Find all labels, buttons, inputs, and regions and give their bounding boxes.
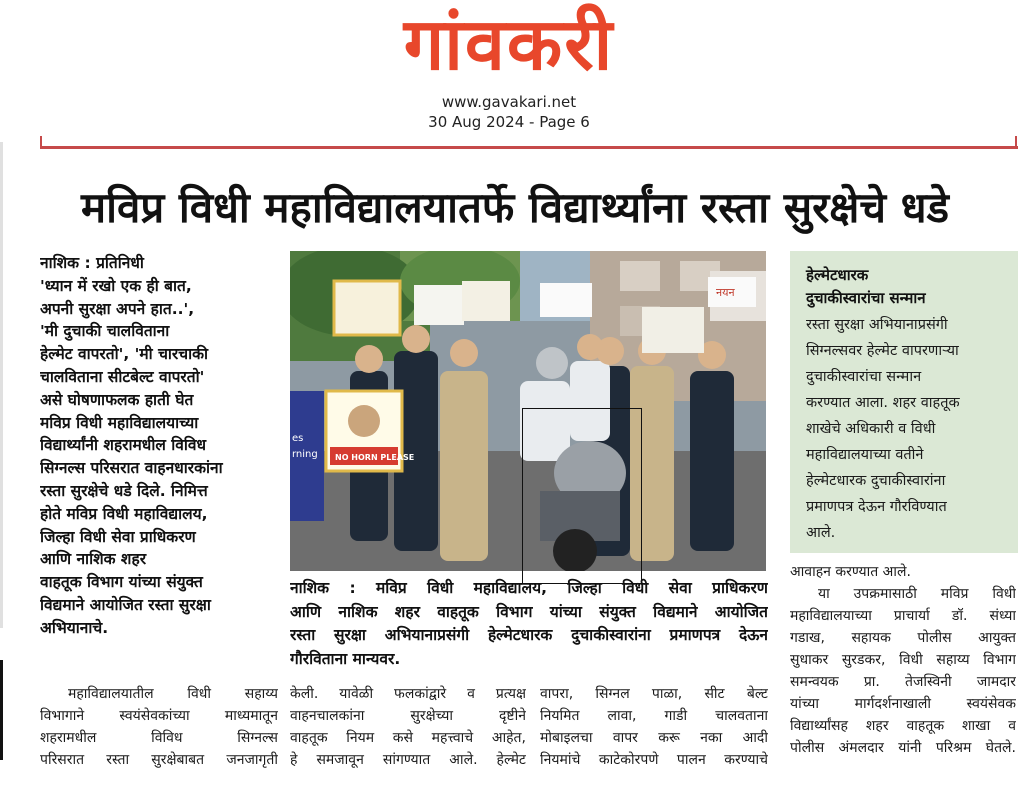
body-line: नियमांचे काटेकोरपणे पालन करण्याचे (540, 752, 768, 768)
sidebox-title (806, 264, 1014, 310)
caption-line: रस्ता सुरक्षा अभियानाप्रसंगी हेल्मेटधारक दुचाकीस्वारांना प्रमाणपत्र देऊन (290, 626, 768, 644)
photo-side-banner-text: es (292, 433, 304, 444)
lead-line: रस्ता सुरक्षेचे धडे दिले. निमित्त (40, 481, 208, 500)
body-line: महाविद्यालयातील विधी सहाय्य (68, 686, 278, 702)
body-line: वापरा, सिग्नल पाळा, सीट बेल्ट (540, 686, 768, 702)
body-line: वाहतूक नियम कसे महत्त्वाचे आहेत, (290, 730, 526, 746)
body-line: शहरामधील विविध सिग्नल्स (40, 730, 278, 746)
lead-line: मविप्र विधी महाविद्यालयाच्या (40, 413, 199, 432)
masthead-rule-right-tick (1015, 136, 1017, 148)
sidebox-title-line: हेल्मेटधारक (806, 266, 869, 284)
sidebox-line: रस्ता सुरक्षा अभियानाप्रसंगी (806, 317, 948, 333)
body-line: समन्वयक प्रा. तेजस्विनी जामदार (790, 674, 1016, 690)
body-line: वाहनचालकांना सुरक्षेच्या दृष्टीने (290, 708, 526, 724)
photo-placard-text: NO HORN PLEASE (335, 453, 415, 462)
page-edge-shade (0, 142, 3, 628)
body-line: विभागाने स्वयंसेवकांच्या माध्यमातून (40, 708, 278, 724)
caption-line: गौरविताना मान्यवर. (290, 649, 401, 668)
caption-line: नाशिक : मविप्र विधी महाविद्यालय, जिल्हा विधी सेवा प्राधिकरण (290, 579, 768, 597)
sidebox-body (806, 312, 1012, 546)
newspaper-logo: गांवकरी (403, 2, 615, 86)
body-line: सुधाकर सुरडकर, विधी सहाय्य विभाग (790, 652, 1016, 668)
sidebox-title-line: दुचाकीस्वारांचा सन्मान (806, 289, 926, 307)
body-line: महाविद्यालयाच्या प्राचार्या डॉ. संध्या (790, 608, 1016, 624)
edition-date: 30 Aug 2024 - Page 6 (428, 113, 590, 131)
lead-line: विद्यार्थ्यांनी शहरामधील विविध (40, 436, 207, 455)
body-line: हे समजावून सांगण्यात आले. हेल्मेट (290, 752, 526, 768)
masthead-rule (40, 146, 1018, 149)
sidebox-line: करण्यात आला. शहर वाहतूक (806, 395, 960, 411)
article-headline: मविप्र विधी महाविद्यालयातर्फे विद्यार्थ्यांना रस्ता सुरक्षेचे धडे (80, 183, 949, 232)
column-2-body (290, 683, 526, 771)
column-3-body (540, 683, 768, 771)
body-line: आवाहन करण्यात आले. (790, 564, 911, 580)
sidebox-line: महाविद्यालयाच्या वतीने (806, 447, 924, 463)
sidebox-line: सिग्नल्सवर हेल्मेट वापरणाऱ्या (806, 343, 959, 359)
lead-line: सिग्नल्स परिसरात वाहनधारकांना (40, 459, 223, 478)
page-edge-bar (0, 660, 3, 760)
masthead-rule-left-tick (40, 136, 42, 148)
lead-line: नाशिक : प्रतिनिधी (40, 254, 144, 272)
sidebox-line: दुचाकीस्वारांचा सन्मान (806, 369, 922, 385)
lead-line: 'मी दुचाकी चालविताना (40, 322, 170, 341)
lead-line: अपनी सुरक्षा अपने हात..', (40, 299, 195, 318)
caption-line: आणि नाशिक शहर वाहतूक विभाग यांच्या संयुक्त विद्यमाने आयोजित (290, 602, 768, 621)
lead-line: आणि नाशिक शहर (40, 550, 147, 569)
column-4-body (790, 561, 1016, 759)
photo-side-banner-text-2: rning (292, 449, 318, 460)
sidebox-line: हेल्मेटधारक दुचाकीस्वारांना (806, 473, 946, 489)
body-line: यांच्या मार्गदर्शनाखाली स्वयंसेवक (790, 696, 1016, 712)
body-line: विद्यार्थ्यांसह शहर वाहतूक शाखा व (790, 718, 1016, 734)
body-line: या उपक्रमासाठी मविप्र विधी (818, 586, 1016, 602)
body-line: परिसरात रस्ता सुरक्षेबाबत जनजागृती (40, 752, 278, 768)
article-lead (40, 252, 276, 640)
body-line: नियमित लावा, गाडी चालवताना (540, 708, 768, 724)
sidebox-line: आले. (806, 525, 836, 541)
sidebox-line: प्रमाणपत्र देऊन गौरविण्यात (806, 499, 947, 515)
photo-highlight-frame (522, 408, 642, 584)
body-line: पोलीस अंमलदार यांनी परिश्रम घेतले. (790, 740, 1016, 756)
sidebox-line: शाखेचे अधिकारी व विधी (806, 421, 936, 437)
lead-line: 'ध्यान में रखो एक ही बात, (40, 276, 192, 295)
photo-caption (290, 577, 768, 671)
site-url[interactable]: www.gavakari.net (441, 93, 577, 111)
photo-banner-text: नयन (716, 286, 735, 299)
lead-line: जिल्हा विधी सेवा प्राधिकरण (40, 527, 196, 546)
lead-line: अभियानाचे. (40, 618, 109, 637)
lead-line: असे घोषणाफलक हाती घेत (40, 390, 194, 409)
body-line: केली. यावेळी फलकांद्वारे व प्रत्यक्ष (290, 686, 526, 702)
lead-line: होते मविप्र विधी महाविद्यालय, (40, 504, 208, 523)
body-line: गडाख, सहायक पोलीस आयुक्त (790, 630, 1016, 646)
body-line: मोबाइलचा वापर करू नका आदी (540, 730, 768, 746)
lead-line: वाहतूक विभाग यांच्या संयुक्त (40, 573, 203, 592)
column-1-body (40, 683, 278, 771)
lead-line: हेल्मेट वापरतो', 'मी चारचाकी (40, 345, 209, 364)
lead-line: विद्यमाने आयोजित रस्ता सुरक्षा (40, 595, 211, 614)
lead-line: चालविताना सीटबेल्ट वापरतो' (40, 367, 205, 386)
